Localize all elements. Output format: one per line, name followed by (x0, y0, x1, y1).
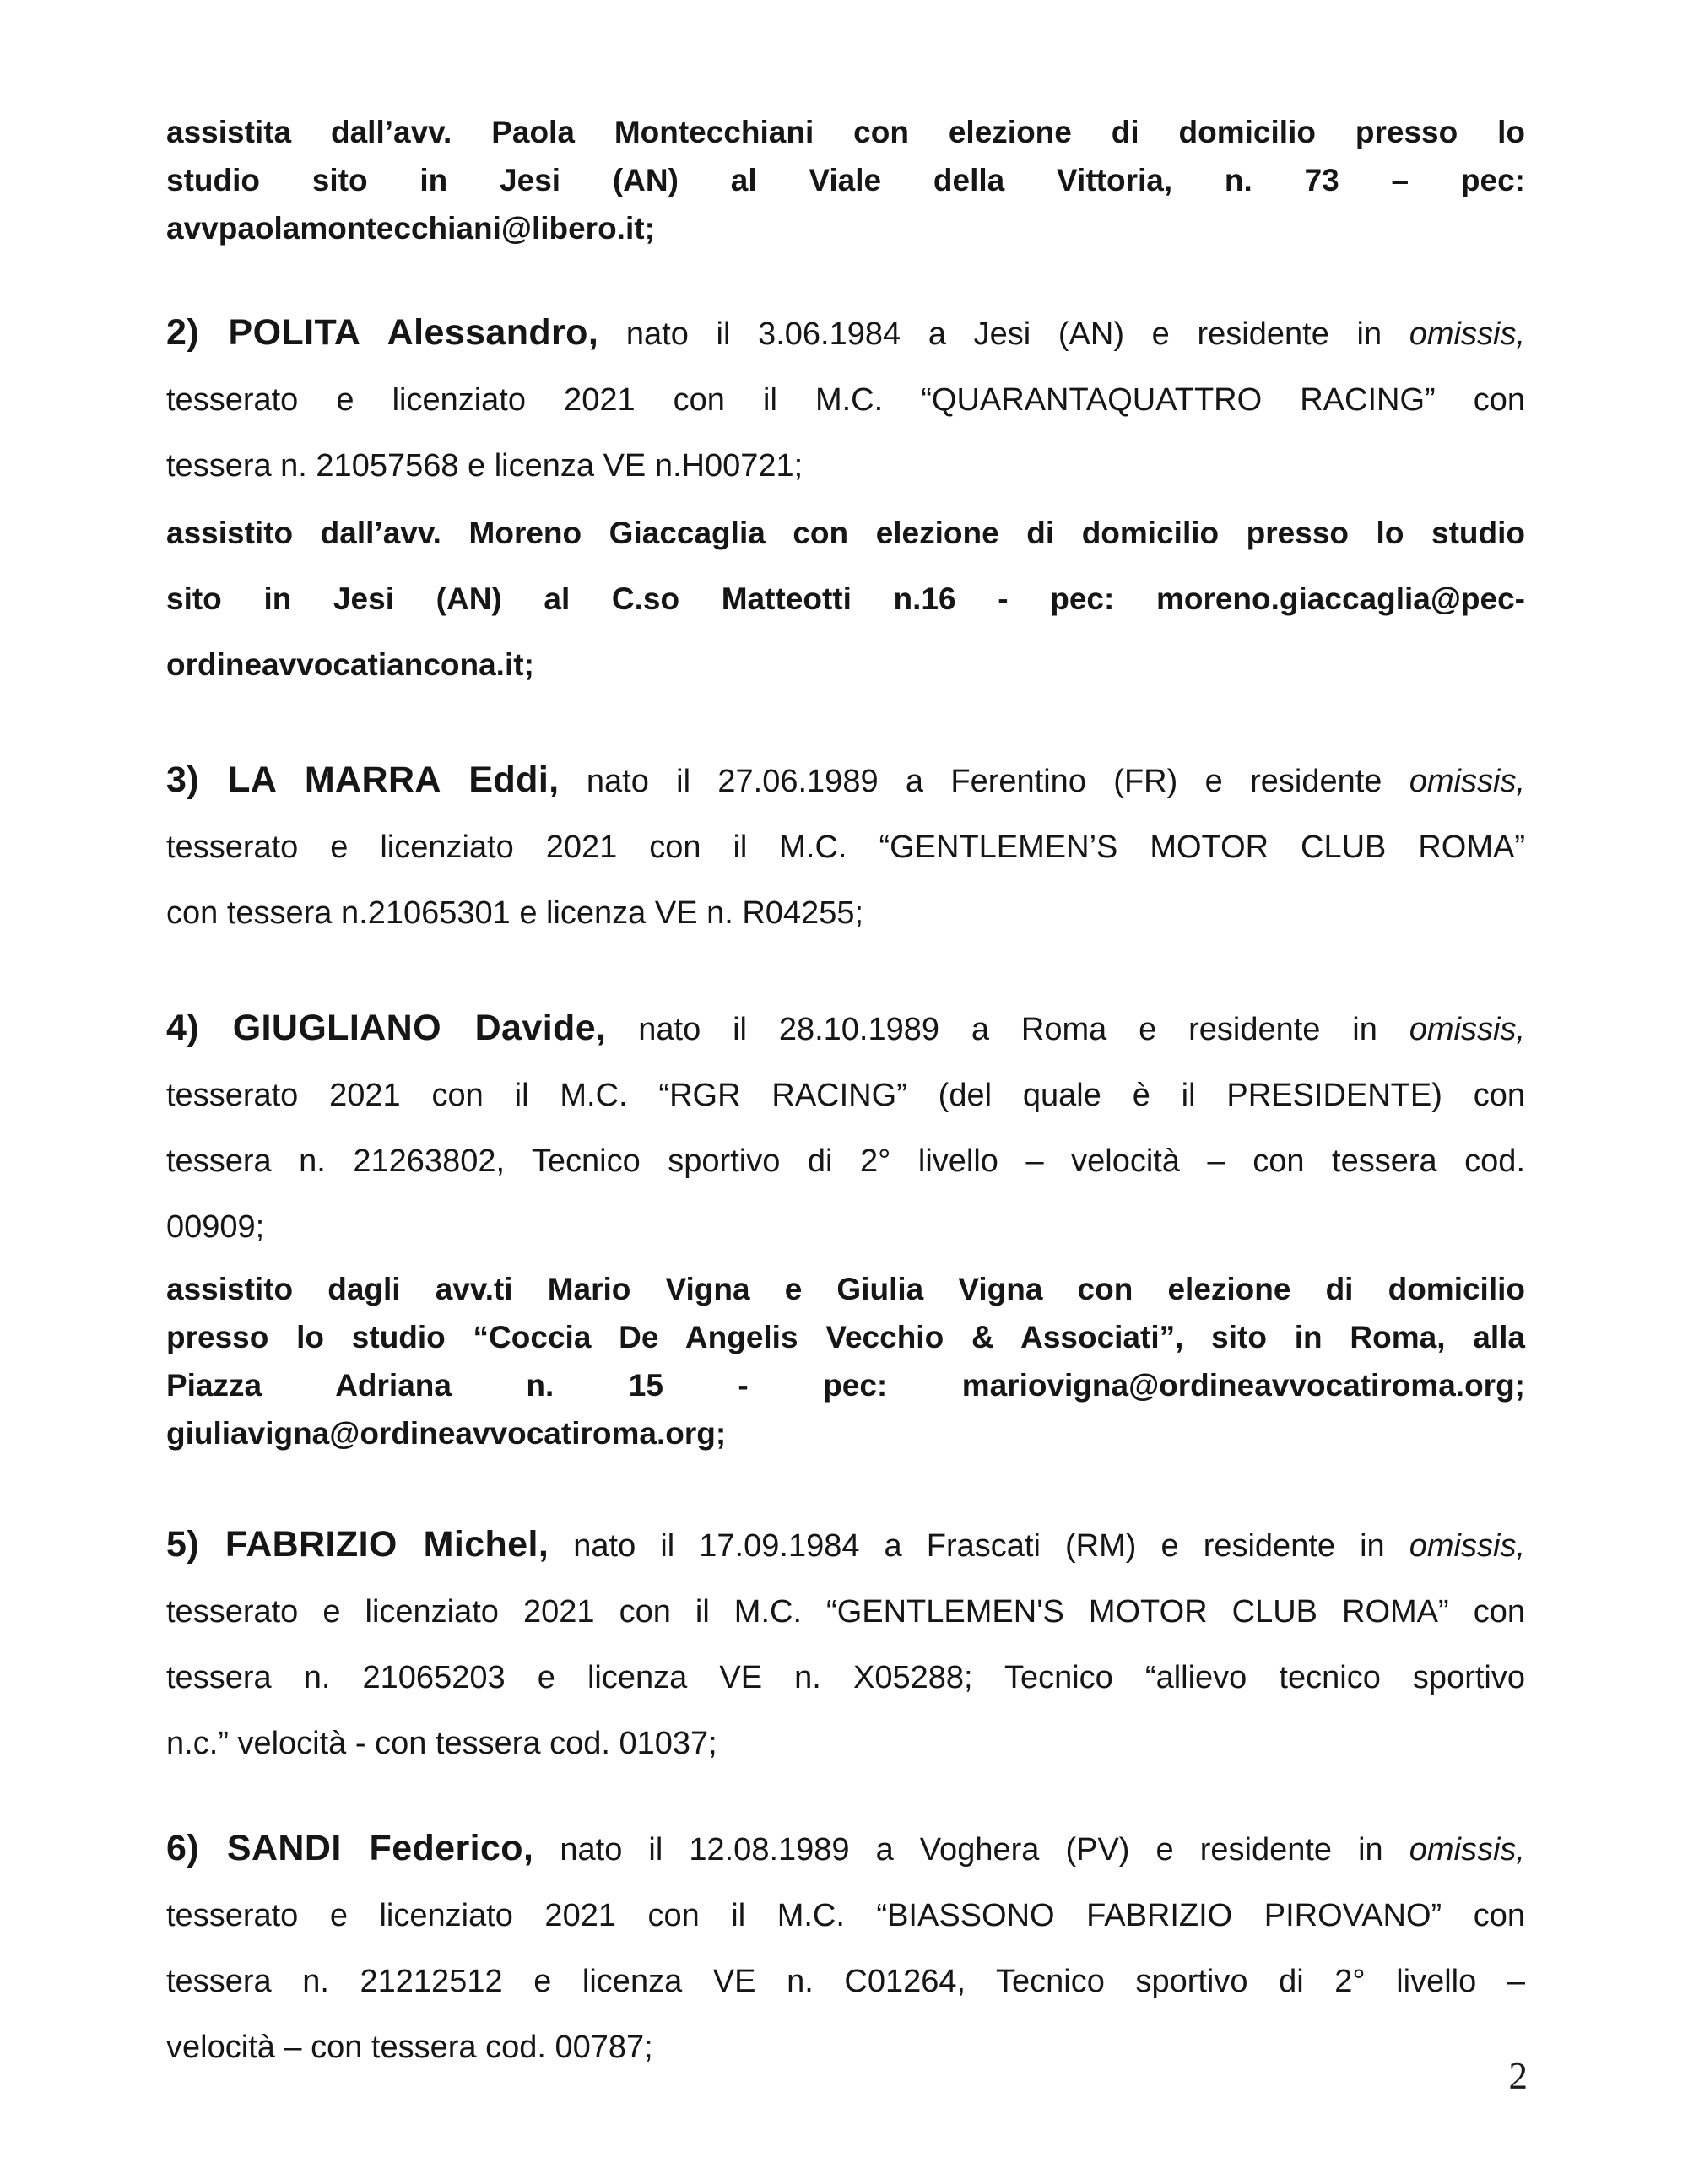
entry-6-name: 6) SANDI Federico, (166, 1828, 534, 1868)
entry-3-text: nato il 27.06.1989 a Ferentino (FR) e residente (559, 764, 1409, 799)
text-line (166, 995, 1525, 1062)
entry-5-text: nato il 17.09.1984 a Frascati (RM) e residente in (549, 1528, 1409, 1564)
text-line: tessera n. 21263802, Tecnico sportivo di 2° livello – velocità – con tessera cod. (166, 1143, 1525, 1179)
page-number: 2 (1508, 2055, 1528, 2097)
entry-5-name: 5) FABRIZIO Michel, (166, 1524, 549, 1565)
entry-4-name: 4) GIUGLIANO Davide, (166, 1008, 607, 1048)
text-line: tesserato e licenziato 2021 con il M.C. “GENTLEMEN'S MOTOR CLUB ROMA” con (166, 1594, 1525, 1630)
text-line: n.c.” velocità - con tessera cod. 01037; (166, 1726, 717, 1761)
text-line: ordineavvocatiancona.it; (166, 647, 534, 682)
text-line: tessera n. 21057568 e licenza VE n.H00721; (166, 448, 803, 484)
text-line: giuliavigna@ordineavvocatiroma.org; (166, 1416, 727, 1451)
entry-6-text: nato il 12.08.1989 a Voghera (PV) e residente in (533, 1832, 1409, 1868)
entry-2-text: nato il 3.06.1984 a Jesi (AN) e residente in (598, 316, 1409, 352)
text-line: avvpaolamontecchiani@libero.it; (166, 211, 655, 246)
omissis-redaction: omissis, (1409, 1012, 1525, 1047)
text-line: tesserato e licenziato 2021 con il M.C. “BIASSONO FABRIZIO PIROVANO” con (166, 1898, 1525, 1933)
text-line: 00909; (166, 1209, 265, 1245)
text-line (166, 1815, 1525, 1883)
omissis-redaction: omissis, (1409, 316, 1525, 352)
entry-6 (166, 1815, 1525, 2080)
text-line (166, 1511, 1525, 1579)
text-line: assistito dall’avv. Moreno Giaccaglia con elezione di domicilio presso lo studio (166, 516, 1525, 550)
text-line: con tessera n.21065301 e licenza VE n. R04255; (166, 895, 864, 931)
omissis-redaction: omissis, (1409, 764, 1525, 799)
text-line: Piazza Adriana n. 15 - pec: mariovigna@ordineavvocatiroma.org; (166, 1368, 1525, 1403)
text-line: assistita dall’avv. Paola Montecchiani con elezione di domicilio presso lo (166, 115, 1525, 149)
entry-2 (166, 300, 1525, 499)
entry-2-name: 2) POLITA Alessandro, (166, 312, 599, 353)
entry-3 (166, 747, 1525, 946)
text-line (166, 300, 1525, 367)
entry-2-assist-block (166, 500, 1525, 698)
omissis-redaction: omissis, (1409, 1528, 1525, 1564)
text-line: tesserato 2021 con il M.C. “RGR RACING” (del quale è il PRESIDENTE) con (166, 1078, 1525, 1113)
text-line (166, 747, 1525, 814)
text-line: assistito dagli avv.ti Mario Vigna e Giulia Vigna con elezione di domicilio (166, 1272, 1525, 1306)
entry-4-assist-block (166, 1265, 1525, 1457)
entry-4 (166, 995, 1525, 1260)
omissis-redaction: omissis, (1409, 1832, 1525, 1868)
text-line: presso lo studio “Coccia De Angelis Vecchio & Associati”, sito in Roma, alla (166, 1320, 1525, 1354)
entry-1-assist-block (166, 108, 1525, 252)
text-line: studio sito in Jesi (AN) al Viale della Vittoria, n. 73 – pec: (166, 163, 1525, 197)
text-line: velocità – con tessera cod. 00787; (166, 2030, 653, 2065)
entry-3-name: 3) LA MARRA Eddi, (166, 760, 560, 800)
text-line: sito in Jesi (AN) al C.so Matteotti n.16 - pec: moreno.giaccaglia@pec- (166, 581, 1525, 616)
text-line: tesserato e licenziato 2021 con il M.C. “QUARANTAQUATTRO RACING” con (166, 382, 1525, 418)
text-line: tesserato e licenziato 2021 con il M.C. “GENTLEMEN’S MOTOR CLUB ROMA” (166, 830, 1525, 865)
entry-4-text: nato il 28.10.1989 a Roma e residente in (606, 1012, 1409, 1047)
entry-5 (166, 1511, 1525, 1776)
text-line: tessera n. 21065203 e licenza VE n. X05288; Tecnico “allievo tecnico sportivo (166, 1660, 1525, 1695)
text-line: tessera n. 21212512 e licenza VE n. C01264, Tecnico sportivo di 2° livello – (166, 1964, 1525, 1999)
